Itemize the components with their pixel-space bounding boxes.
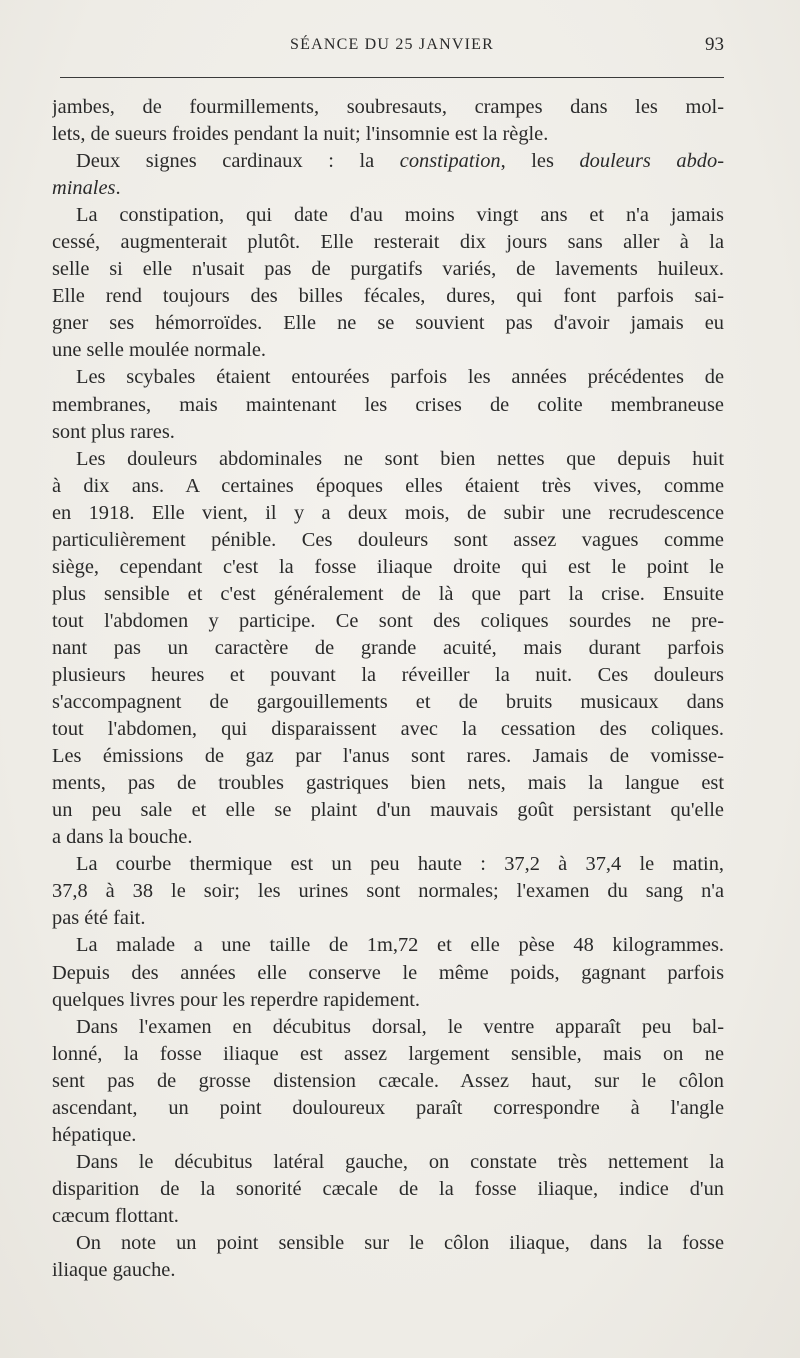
text-line: une selle moulée normale. xyxy=(52,339,267,362)
body-text xyxy=(52,94,724,1284)
text-line: quelques livres pour les reperdre rapidement. xyxy=(52,988,421,1011)
text-line: Depuis des années elle conserve le même poids, gagnant parfois xyxy=(52,961,724,984)
text-line: plus sensible et c'est généralement de là que part la crise. Ensuite xyxy=(52,582,724,605)
text-line: disparition de la sonorité cæcale de la fosse iliaque, indice d'un xyxy=(52,1177,724,1200)
text-span: Deux signes cardinaux : la xyxy=(76,150,400,173)
text-line: lets, de sueurs froides pendant la nuit; l'insomnie est la règle. xyxy=(52,123,549,146)
text-line: s'accompagnent de gargouillements et de bruits musicaux dans xyxy=(52,691,724,714)
text-line: en 1918. Elle vient, il y a deux mois, de subir une recrudescence xyxy=(52,501,724,524)
text-line: Elle rend toujours des billes fécales, dures, qui font parfois sai- xyxy=(52,285,724,308)
running-header xyxy=(60,34,724,58)
text-line: Les scybales étaient entourées parfois les années précédentes de xyxy=(76,366,724,389)
text-line: pas été fait. xyxy=(52,907,146,930)
text-line: un peu sale et elle se plaint d'un mauvais goût persistant qu'elle xyxy=(52,799,724,822)
text-line: 37,8 à 38 le soir; les urines sont normales; l'examen du sang n'a xyxy=(52,880,724,903)
text-span: . xyxy=(115,177,121,200)
text-line: La constipation, qui date d'au moins vingt ans et n'a jamais xyxy=(76,204,724,227)
text-line: sent pas de grosse distension cæcale. Assez haut, sur le côlon xyxy=(52,1069,724,1092)
text-line: à dix ans. A certaines époques elles étaient très vives, comme xyxy=(52,474,724,497)
text-line xyxy=(52,175,724,202)
text-line: ascendant, un point douloureux paraît correspondre à l'angle xyxy=(52,1096,724,1119)
text-line: La courbe thermique est un peu haute : 37,2 à 37,4 le matin, xyxy=(76,853,724,876)
text-span-italic: constipation xyxy=(399,150,501,173)
text-line: plusieurs heures et pouvant la réveiller la nuit. Ces douleurs xyxy=(52,663,724,686)
text-line: tout l'abdomen, qui disparaissent avec la cessation des coliques. xyxy=(52,718,724,741)
text-line: tout l'abdomen y participe. Ce sont des coliques sourdes ne pre- xyxy=(52,609,724,632)
text-line: a dans la bouche. xyxy=(52,826,193,849)
text-line: jambes, de fourmillements, soubresauts, crampes dans les mol- xyxy=(52,96,724,118)
page-number: 93 xyxy=(705,34,724,55)
text-line: selle si elle n'usait pas de purgatifs variés, de lavements huileux. xyxy=(52,258,724,281)
text-line: hépatique. xyxy=(52,1123,137,1146)
text-line: La malade a une taille de 1m,72 et elle pèse 48 kilogrammes. xyxy=(76,934,724,957)
text-span: , les xyxy=(500,150,580,173)
text-line xyxy=(52,148,724,175)
text-line: lonné, la fosse iliaque est assez largement sensible, mais on ne xyxy=(52,1042,724,1065)
text-line: cessé, augmenterait plutôt. Elle resterait dix jours sans aller à la xyxy=(52,231,724,254)
text-line: nant pas un caractère de grande acuité, mais durant parfois xyxy=(52,636,724,659)
header-title: SÉANCE DU 25 JANVIER xyxy=(290,36,494,53)
text-line: On note un point sensible sur le côlon iliaque, dans la fosse xyxy=(76,1231,724,1254)
text-line: Les douleurs abdominales ne sont bien nettes que depuis huit xyxy=(76,447,724,470)
text-line: membranes, mais maintenant les crises de colite membraneuse xyxy=(52,393,724,416)
text-line: particulièrement pénible. Ces douleurs sont assez vagues comme xyxy=(52,528,724,551)
text-span-italic: douleurs abdo- xyxy=(579,150,724,173)
text-line: Dans l'examen en décubitus dorsal, le ventre apparaît peu bal- xyxy=(76,1015,724,1038)
text-span-italic: minales xyxy=(52,177,116,200)
text-line: sont plus rares. xyxy=(52,420,175,443)
text-line: Les émissions de gaz par l'anus sont rares. Jamais de vomisse- xyxy=(52,745,724,768)
text-line: ments, pas de troubles gastriques bien nets, mais la langue est xyxy=(52,772,724,795)
text-line: cæcum flottant. xyxy=(52,1204,179,1227)
text-line: Dans le décubitus latéral gauche, on constate très nettement la xyxy=(76,1150,724,1173)
header-rule xyxy=(60,77,724,78)
text-line: gner ses hémorroïdes. Elle ne se souvient pas d'avoir jamais eu xyxy=(52,312,724,335)
text-line: siège, cependant c'est la fosse iliaque droite qui est le point le xyxy=(52,555,724,578)
text-line: iliaque gauche. xyxy=(52,1259,176,1282)
